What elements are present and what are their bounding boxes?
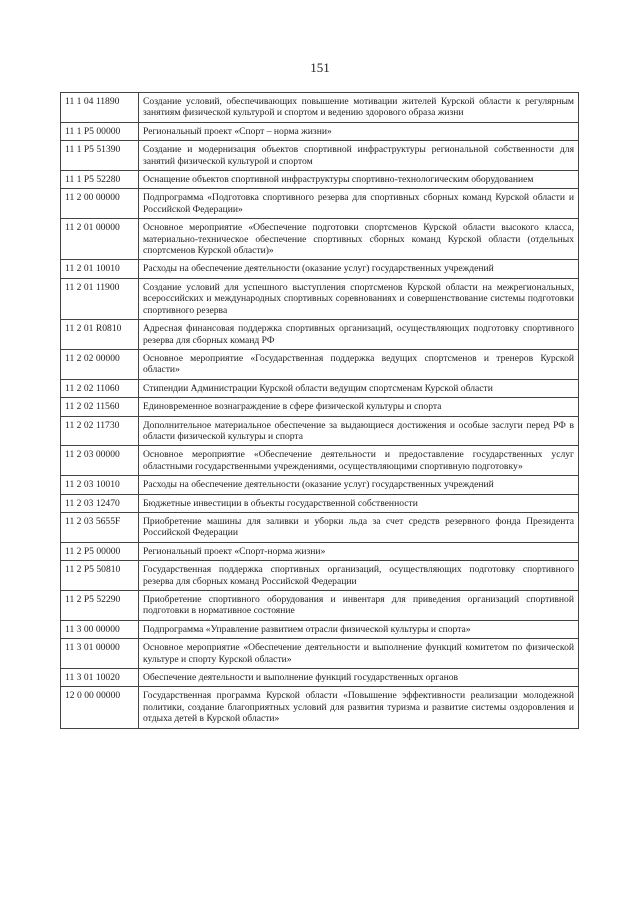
expense-description: Подпрограмма «Подготовка спортивного резерва для спортивных сборных команд Курской области и Российской Федерации» [139, 189, 579, 219]
expense-description: Государственная поддержка спортивных организаций, осуществляющих подготовку спортивного резерва для сборных команд Российской Федерации [139, 561, 579, 591]
expense-description: Основное мероприятие «Государственная поддержка ведущих спортсменов и тренеров Курской области» [139, 349, 579, 379]
expense-description: Единовременное вознаграждение в сфере физической культуры и спорта [139, 398, 579, 416]
expense-description: Государственная программа Курской области «Повышение эффективности реализации молодежной политики, создание благоприятных условий для развития туризма и развитие системы оздоровления и отдыха детей в Курской области» [139, 687, 579, 728]
table-row [61, 494, 579, 512]
table-row [61, 219, 579, 260]
table-row [61, 512, 579, 542]
table-row [61, 687, 579, 728]
expense-description: Бюджетные инвестиции в объекты государственной собственности [139, 494, 579, 512]
budget-code: 11 2 P5 00000 [61, 542, 139, 560]
expense-description: Приобретение спортивного оборудования и инвентаря для приведения организаций спортивной подготовки в нормативное состояние [139, 591, 579, 621]
expense-description: Приобретение машины для заливки и уборки льда за счет средств резервного фонда Президента Российской Федерации [139, 512, 579, 542]
table-row [61, 171, 579, 189]
expense-description: Подпрограмма «Управление развитием отрасли физической культуры и спорта» [139, 620, 579, 638]
budget-code: 11 1 P5 51390 [61, 141, 139, 171]
budget-code: 11 2 03 12470 [61, 494, 139, 512]
budget-code: 11 2 01 10010 [61, 260, 139, 278]
budget-code: 11 3 01 10020 [61, 669, 139, 687]
table-row [61, 93, 579, 123]
expense-description: Обеспечение деятельности и выполнение функций государственных органов [139, 669, 579, 687]
expense-description: Основное мероприятие «Обеспечение подготовки спортсменов Курской области высокого класса, материально-техническое обеспечение спортивных сборных команд Курской области (отдельных спортсменов Курской области)» [139, 219, 579, 260]
page-number: 151 [310, 60, 330, 75]
expense-description: Расходы на обеспечение деятельности (оказание услуг) государственных учреждений [139, 476, 579, 494]
expense-description: Основное мероприятие «Обеспечение деятельности и выполнение функций комитетом по физической культуре и спорту Курской области» [139, 639, 579, 669]
budget-code: 11 2 02 11730 [61, 416, 139, 446]
table-row [61, 591, 579, 621]
expense-description: Стипендии Администрации Курской области ведущим спортсменам Курской области [139, 379, 579, 397]
budget-code: 11 1 04 11890 [61, 93, 139, 123]
classification-table [60, 92, 579, 729]
table-row [61, 620, 579, 638]
expense-description: Создание и модернизация объектов спортивной инфраструктуры региональной собственности для занятий физической культурой и спортом [139, 141, 579, 171]
budget-code: 11 2 01 00000 [61, 219, 139, 260]
table-row [61, 379, 579, 397]
expense-description: Дополнительное материальное обеспечение за выдающиеся достижения и особые заслуги перед РФ в области физической культуры и спорта [139, 416, 579, 446]
budget-code: 11 2 02 00000 [61, 349, 139, 379]
table-row [61, 122, 579, 140]
budget-code: 11 2 03 10010 [61, 476, 139, 494]
budget-code: 11 2 P5 52290 [61, 591, 139, 621]
expense-description: Оснащение объектов спортивной инфраструктуры спортивно-технологическим оборудованием [139, 171, 579, 189]
expense-description: Адресная финансовая поддержка спортивных организаций, осуществляющих подготовку спортивного резерва для сборных команд РФ [139, 320, 579, 350]
budget-code: 11 2 02 11560 [61, 398, 139, 416]
table-row [61, 669, 579, 687]
budget-code: 11 3 00 00000 [61, 620, 139, 638]
expense-description: Региональный проект «Спорт – норма жизни» [139, 122, 579, 140]
table-row [61, 542, 579, 560]
table-row [61, 278, 579, 319]
table-row [61, 398, 579, 416]
budget-code: 11 2 03 5655F [61, 512, 139, 542]
table-row [61, 320, 579, 350]
budget-code: 11 3 01 00000 [61, 639, 139, 669]
expense-description: Создание условий для успешного выступления спортсменов Курской области на межрегиональных, всероссийских и международных спортивных соревнованиях и совершенствование системы подготовки спортивного резерва [139, 278, 579, 319]
budget-code: 11 1 P5 00000 [61, 122, 139, 140]
table-row [61, 561, 579, 591]
table-row [61, 260, 579, 278]
expense-description: Создание условий, обеспечивающих повышение мотивации жителей Курской области к регулярным занятиям физической культурой и спортом и ведению здорового образа жизни [139, 93, 579, 123]
budget-code: 11 2 03 00000 [61, 446, 139, 476]
budget-code: 11 2 01 11900 [61, 278, 139, 319]
budget-code: 11 1 P5 52280 [61, 171, 139, 189]
budget-code: 11 2 00 00000 [61, 189, 139, 219]
table-row [61, 349, 579, 379]
table-row [61, 416, 579, 446]
expense-description: Основное мероприятие «Обеспечение деятельности и предоставление государственных услуг областными государственными учреждениями, осуществляющими спортивную подготовку» [139, 446, 579, 476]
budget-code: 12 0 00 00000 [61, 687, 139, 728]
budget-code: 11 2 01 R0810 [61, 320, 139, 350]
table-row [61, 476, 579, 494]
expense-description: Региональный проект «Спорт-норма жизни» [139, 542, 579, 560]
budget-code: 11 2 P5 50810 [61, 561, 139, 591]
table-row [61, 141, 579, 171]
table-row [61, 639, 579, 669]
table-row [61, 189, 579, 219]
budget-code: 11 2 02 11060 [61, 379, 139, 397]
expense-description: Расходы на обеспечение деятельности (оказание услуг) государственных учреждений [139, 260, 579, 278]
table-row [61, 446, 579, 476]
